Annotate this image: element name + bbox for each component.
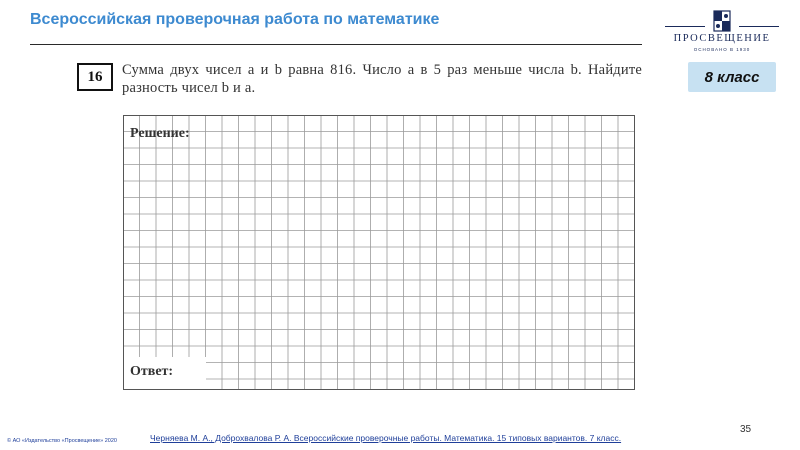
source-link[interactable]: Черняева М. А., Доброхвалова Р. А. Всероссийские проверочные работы. Математика. 15 типовых вариантов. 7 класс.: [150, 433, 622, 443]
logo-since: ОСНОВАНО В 1930: [693, 47, 751, 52]
answer-grid[interactable]: [123, 115, 635, 390]
shield-icon: [713, 10, 731, 32]
publisher-logo: [657, 8, 787, 52]
page-number: 35: [740, 424, 752, 435]
task-number: 16: [77, 63, 113, 91]
copyright: © АО «Издательство «Просвещение» 2020: [7, 438, 117, 444]
task-text: Сумма двух чисел a и b равна 816. Число a в 5 раз меньше числа b. Найдите разность чисел b и a.: [122, 62, 642, 96]
logo-name: ПРОСВЕЩЕНИЕ: [673, 33, 771, 44]
grid-lines: [123, 115, 635, 390]
grade-badge: 8 класс: [688, 62, 776, 92]
header-divider: [30, 44, 642, 45]
solution-label: Решение:: [130, 126, 190, 141]
answer-label: Ответ:: [130, 364, 174, 379]
page-title: Всероссийская проверочная работа по математике: [30, 11, 440, 28]
logo-line-left: [665, 26, 705, 27]
logo-line-right: [739, 26, 779, 27]
